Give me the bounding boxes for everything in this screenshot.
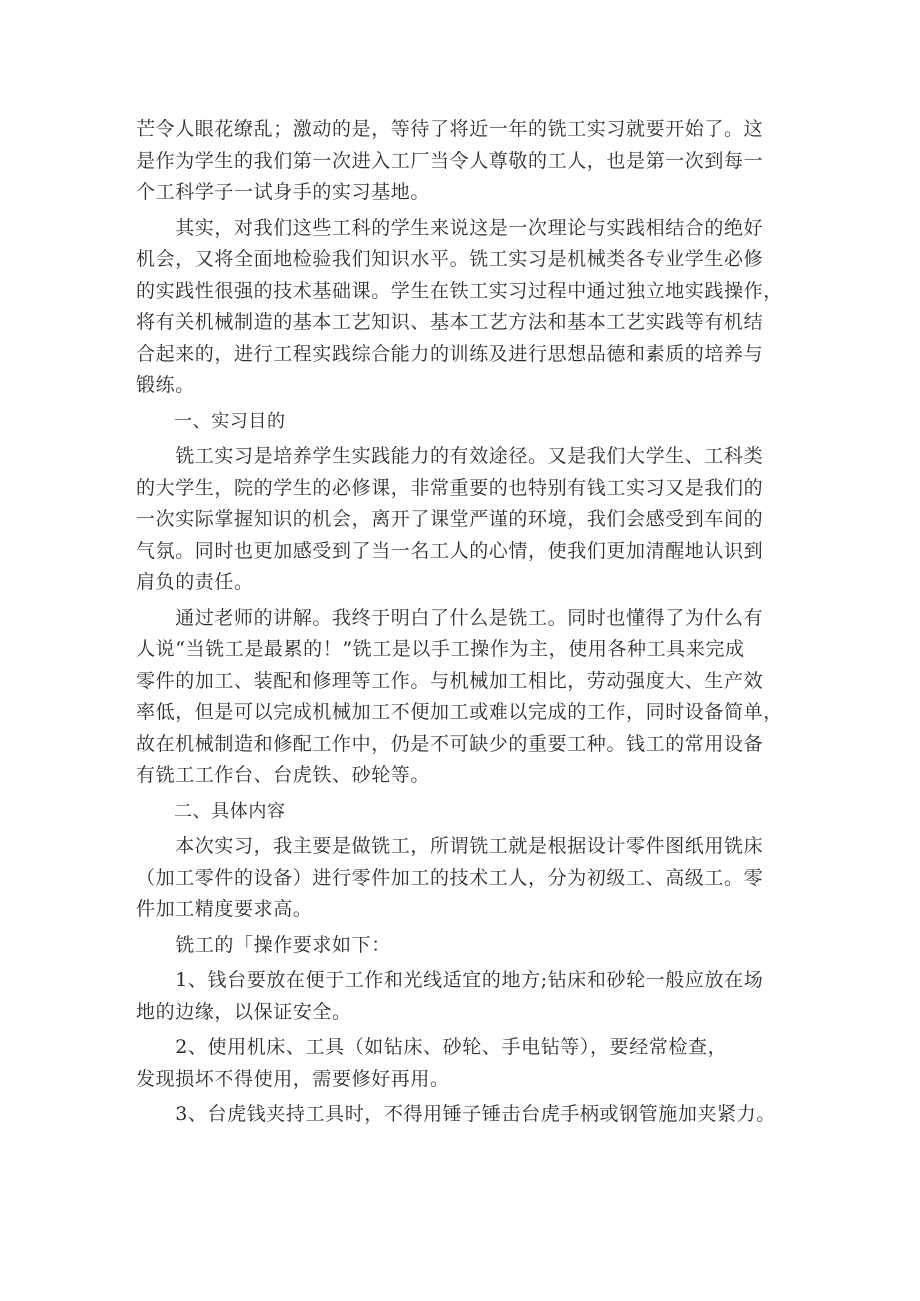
text-line: 通过老师的讲解。我终于明白了什么是铣工。同时也懂得了为什么有 [136, 606, 764, 629]
paragraph [136, 831, 808, 926]
text-line: 的实践性很强的技术基础课。学生在铁工实习过程中通过独立地实践操作， [136, 279, 783, 302]
text-line: 1、钱台要放在便于工作和光线适宜的地方;钻床和砂轮一般应放在场 [136, 969, 764, 991]
text-line: 肩负的责任。 [136, 571, 254, 593]
paragraph [136, 965, 808, 1028]
paragraph [136, 930, 808, 962]
text-line: 发现损坏不得使用，需要修好再用。 [136, 1067, 450, 1090]
paragraph [136, 603, 808, 792]
text-line: 气氛。同时也更加感受到了当一名工人的心情，使我们更加清醒地认识到 [136, 539, 764, 562]
document-body [136, 114, 808, 1135]
text-line: 件加工精度要求高。 [136, 898, 313, 920]
text-line: 机会，又将全面地检验我们知识水平。铣工实习是机械类各专业学生必修 [136, 248, 764, 270]
text-line: 一次实际掌握知识的机会，离开了课堂严谨的环境，我们会感受到车间的 [136, 508, 764, 530]
text-line: 的大学生，院的学生的必修课，非常重要的也特别有钱工实习又是我们的 [136, 476, 764, 499]
text-line: 锻练。 [136, 374, 195, 396]
text-line: 人说“当铣工是最累的！”铣工是以手工操作为主，使用各种工具来完成 [136, 638, 745, 660]
paragraph [136, 114, 808, 209]
text-line: 故在机械制造和修配工作中，仍是不可缺少的重要工种。钱工的常用设备 [136, 732, 764, 755]
text-line: 其实，对我们这些工科的学生来说这是一次理论与实践相结合的绝好 [136, 216, 764, 239]
section-heading: 一、实习目的 [174, 410, 286, 432]
text-line: 铣工的「操作要求如下： [136, 933, 391, 956]
text-line: 有铣工工作台、台虎铁、砂轮等。 [136, 764, 431, 786]
text-line: 率低，但是可以完成机械加工不便加工或难以完成的工作，同时设备简单， [136, 701, 783, 723]
paragraph [136, 441, 808, 599]
text-line: 芒令人眼花缭乱；激动的是，等待了将近一年的铣工实习就要开始了。这 [136, 118, 764, 140]
text-line: 将有关机械制造的基本工艺知识、基本工艺方法和基本工艺实践等有机结 [136, 311, 764, 333]
text-line: 3、台虎钱夹持工具时，不得用锤子锤击台虎手柄或钢管施加夹紧力。 [136, 1103, 776, 1125]
text-line: 是作为学生的我们第一次进入工厂当令人尊敬的工人，也是第一次到每一 [136, 149, 764, 172]
text-line: 铣工实习是培养学生实践能力的有效途径。又是我们大学生、工科类 [136, 445, 764, 467]
text-line: 零件的加工、装配和修理等工作。与机械加工相比，劳动强度大、生产效 [136, 669, 764, 692]
paragraph [136, 213, 808, 402]
text-line: 2、使用机床、工具（如钻床、砂轮、手电钻等），要经常检查， [136, 1036, 728, 1058]
paragraph [136, 1032, 808, 1095]
text-line: 个工科学子一试身手的实习基地。 [136, 181, 431, 203]
text-line: 本次实习，我主要是做铣工，所谓铣工就是根据设计零件图纸用铣床 [136, 835, 764, 857]
text-line: 地的边缘，以保证安全。 [136, 1000, 352, 1023]
text-line: （加工零件的设备）进行零件加工的技术工人，分为初级工、高级工。零 [136, 866, 764, 889]
text-line: 合起来的，进行工程实践综合能力的训练及进行思想品德和素质的培养与 [136, 342, 764, 365]
paragraph [136, 1099, 808, 1131]
section-heading: 二、具体内容 [174, 800, 286, 822]
